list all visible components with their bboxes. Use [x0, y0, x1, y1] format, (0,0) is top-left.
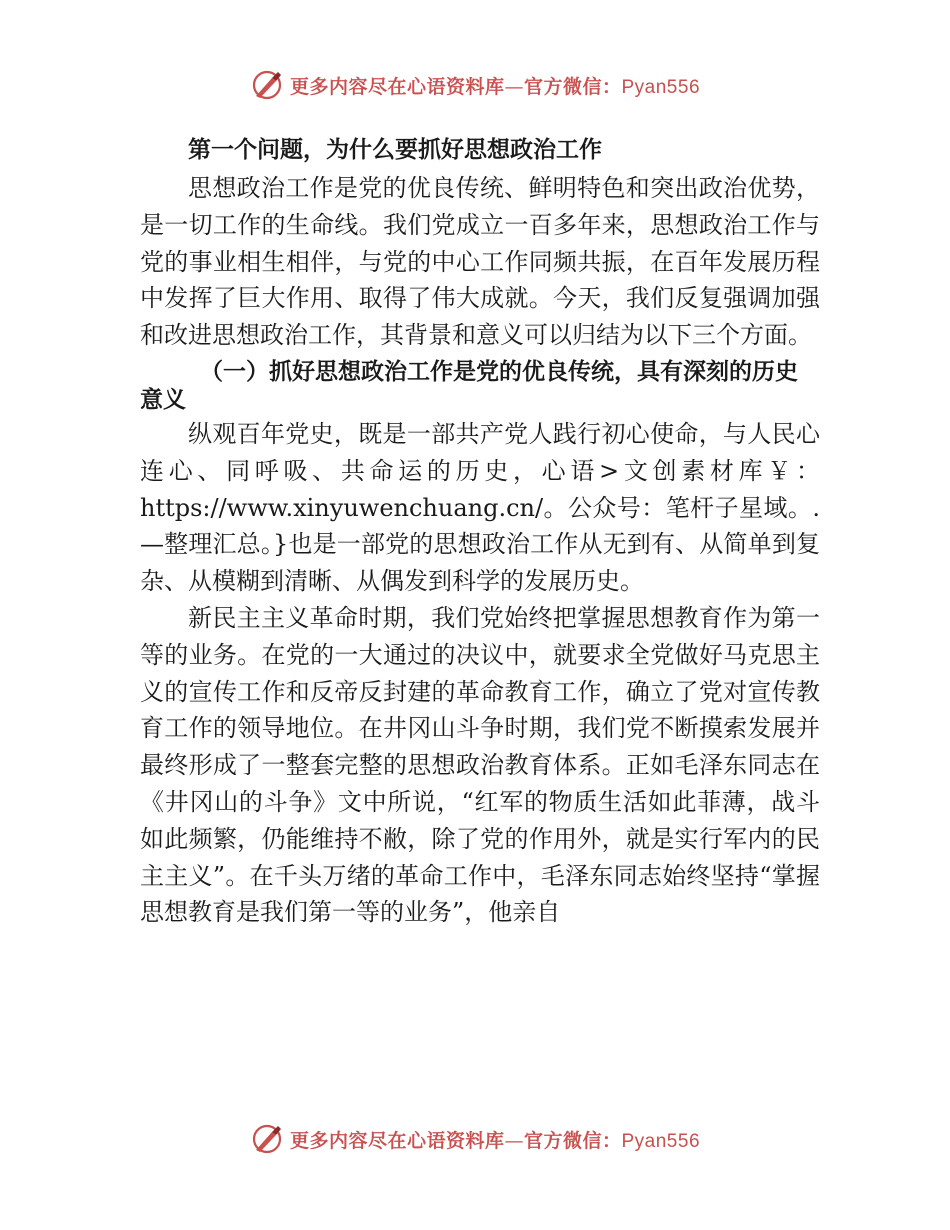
document-body: [140, 130, 820, 931]
paragraph-2: 新民主主义革命时期，我们党始终把掌握思想教育作为第一等的业务。在党的一大通过的决议中，就要求全党做好马克思主义的宣传工作和反帝反封建的革命教育工作，确立了党对宣传教育工作的领导地位。在井冈山斗争时期，我们党不断摸索发展并最终形成了一整套完整的思想政治教育体系。正如毛泽东同志在《井冈山的斗争》文中所说，“红军的物质生活如此菲薄，战斗如此频繁，仍能维持不敝，除了党的作用外，就是实行军内的民主主义”。在千头万绪的革命工作中，毛泽东同志始终坚持“掌握思想教育是我们第一等的业务”，他亲自: [140, 603, 820, 927]
footer-banner-text: 更多内容尽在心语资料库—官方微信：Pyan556: [289, 1129, 701, 1152]
section-title: 第一个问题，为什么要抓好思想政治工作: [188, 137, 602, 163]
header-banner: [0, 68, 950, 102]
pen-logo-icon: [250, 68, 284, 102]
paragraph-1: 纵观百年党史，既是一部共产党人践行初心使命，与人民心连心、同呼吸、共命运的历史，心语>文创素材库￥：https://www.xinyuwenchuang.cn/。公众号：笔杆子星域。.—整理汇总。}也是一部党的思想政治工作从无到有、从简单到复杂、从模糊到清晰、从偶发到科学的发展历史。: [140, 419, 820, 596]
header-banner-text: 更多内容尽在心语资料库—官方微信：Pyan556: [289, 75, 701, 98]
subheading: （一）抓好思想政治工作是党的优良传统，具有深刻的历史意义: [140, 358, 798, 413]
pen-logo-icon: [250, 1122, 284, 1156]
footer-banner: [0, 1122, 950, 1156]
intro-paragraph: 思想政治工作是党的优良传统、鲜明特色和突出政治优势，是一切工作的生命线。我们党成立一百多年来，思想政治工作与党的事业相生相伴，与党的中心工作同频共振，在百年发展历程中发挥了巨大作用、取得了伟大成就。今天，我们反复强调加强和改进思想政治工作，其背景和意义可以归结为以下三个方面。: [140, 174, 820, 350]
